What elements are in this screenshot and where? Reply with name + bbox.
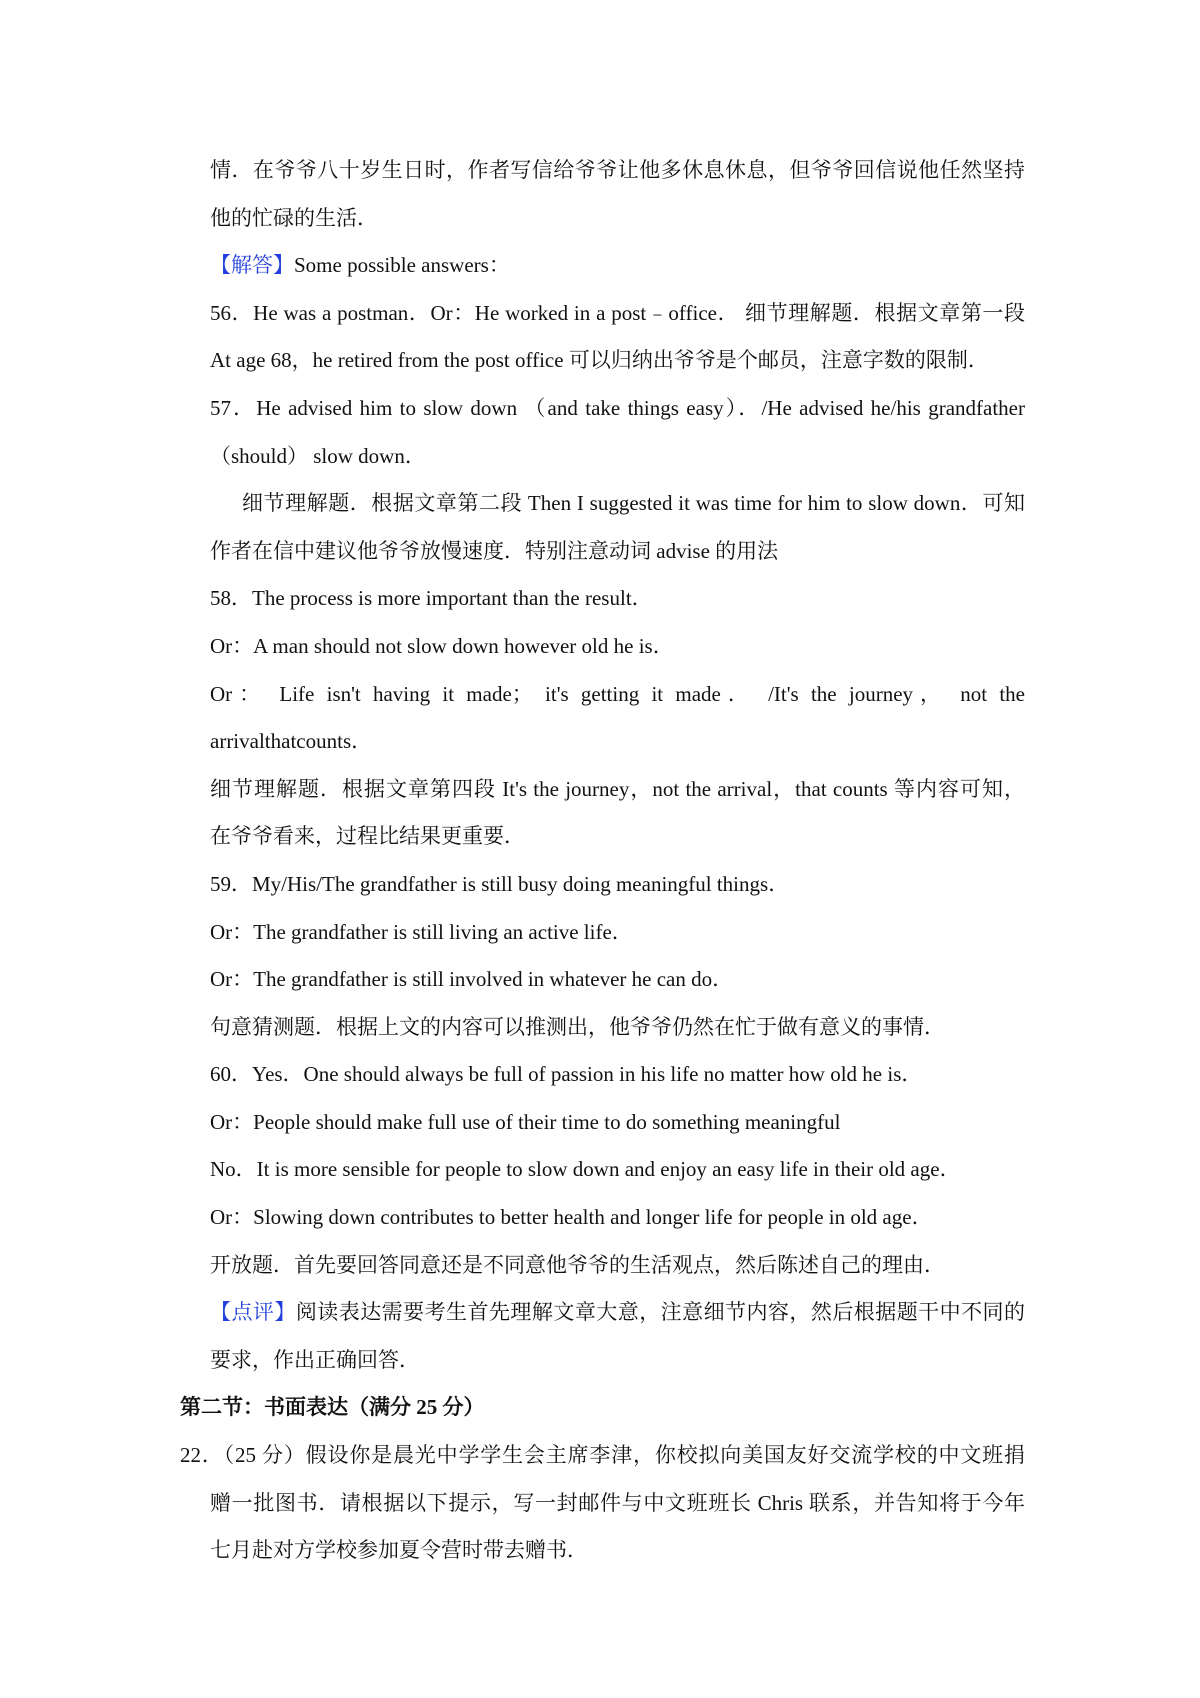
answer-line-text: Or：The grandfather is still involved in whatever he can do． bbox=[210, 967, 734, 992]
question-line-text: 赠一批图书．请根据以下提示，写一封邮件与中文班班长 Chris 联系，并告知将于今年 bbox=[210, 1490, 1025, 1515]
answer-line-text: Or：Slowing down contributes to better health and longer life for people in old age． bbox=[210, 1205, 933, 1230]
answer-line-text: 细节理解题．根据文章第二段 Then I suggested it was time for him to slow down．可知 bbox=[242, 491, 1025, 516]
answer-line bbox=[210, 1242, 1025, 1290]
comment-line-text: 阅读表达需要考生首先理解文章大意，注意细节内容，然后根据题干中不同的 bbox=[295, 1300, 1025, 1325]
answer-line bbox=[210, 813, 1025, 861]
answer-line bbox=[210, 1099, 1025, 1147]
answer-line-text: 细节理解题．根据文章第四段 It's the journey，not the arrival，that counts 等内容可知， bbox=[210, 776, 1025, 801]
answer-line bbox=[210, 956, 1025, 1004]
analysis-line bbox=[210, 147, 1025, 195]
answer-line-text: （should） slow down． bbox=[210, 443, 426, 468]
answer-line bbox=[210, 1146, 1025, 1194]
answer-line-text: 句意猜测题．根据上文的内容可以推测出，他爷爷仍然在忙于做有意义的事情． bbox=[210, 1014, 945, 1039]
answer-line bbox=[242, 480, 1025, 528]
answer-line bbox=[210, 861, 1025, 909]
answer-line-text: 在爷爷看来，过程比结果更重要． bbox=[210, 824, 525, 849]
analysis-line-text: 情．在爷爷八十岁生日时，作者写信给爷爷让他多休息休息，但爷爷回信说他任然坚持 bbox=[210, 158, 1025, 182]
section-title bbox=[180, 1384, 1025, 1432]
comment-line bbox=[210, 1337, 1025, 1385]
answer-line-text: 开放题．首先要回答同意还是不同意他爷爷的生活观点，然后陈述自己的理由． bbox=[210, 1252, 945, 1277]
answer-line-text: 作者在信中建议他爷爷放慢速度．特别注意动词 advise 的用法 bbox=[210, 538, 779, 563]
question-line bbox=[180, 1432, 1025, 1480]
answer-line bbox=[210, 1004, 1025, 1052]
answer-line-text: 57．He advised him to slow down （and take things easy）．/He advised he/his grandfather bbox=[210, 395, 1025, 420]
answer-label: 【解答】 bbox=[210, 253, 294, 278]
answer-line bbox=[210, 337, 1025, 385]
answer-line bbox=[210, 575, 1025, 623]
answer-line-text: 56．He was a postman．Or：He worked in a post﹣office． 细节理解题．根据文章第一段 bbox=[210, 300, 1025, 325]
answer-line-text: 60．Yes．One should always be full of passion in his life no matter how old he is． bbox=[210, 1062, 923, 1087]
answer-line-text: No．It is more sensible for people to slow down and enjoy an easy life in their old age． bbox=[210, 1157, 961, 1182]
answer-line bbox=[210, 623, 1025, 671]
answer-intro: Some possible answers： bbox=[294, 253, 510, 278]
answer-line bbox=[210, 385, 1025, 433]
answer-line-text: Or：People should make full use of their time to do something meaningful bbox=[210, 1109, 841, 1134]
question-line bbox=[210, 1480, 1025, 1528]
answer-heading bbox=[210, 242, 1025, 290]
comment-line-text: 要求，作出正确回答． bbox=[210, 1347, 420, 1372]
answer-line-text: Or：A man should not slow down however old he is． bbox=[210, 633, 674, 658]
answer-line-text: arrivalthatcounts． bbox=[210, 729, 373, 754]
answer-line-text: At age 68，he retired from the post office 可以归纳出爷爷是个邮员，注意字数的限制． bbox=[210, 348, 989, 373]
page-content bbox=[0, 147, 1200, 1575]
answer-line bbox=[210, 1051, 1025, 1099]
section-title-text: 第二节：书面表达（满分 25 分） bbox=[180, 1395, 485, 1420]
analysis-line-text: 他的忙碌的生活． bbox=[210, 205, 378, 230]
answer-line bbox=[210, 528, 1025, 576]
answer-line bbox=[210, 290, 1025, 338]
answer-line bbox=[210, 718, 1025, 766]
answer-line-text: 58．The process is more important than the result． bbox=[210, 586, 653, 611]
comment-label: 【点评】 bbox=[210, 1300, 296, 1325]
answer-line bbox=[210, 671, 1025, 719]
analysis-line bbox=[210, 195, 1025, 243]
comment-line bbox=[210, 1289, 1025, 1337]
answer-line-text: Or：The grandfather is still living an active life． bbox=[210, 919, 633, 944]
answer-line bbox=[210, 909, 1025, 957]
answer-line-text: 59．My/His/The grandfather is still busy doing meaningful things． bbox=[210, 871, 790, 896]
answer-line-text: Or： Life isn't having it made； it's getting it made． /It's the journey， not the bbox=[210, 681, 1025, 706]
answer-line bbox=[210, 433, 1025, 481]
answer-line bbox=[210, 1194, 1025, 1242]
question-line-text: 七月赴对方学校参加夏令营时带去赠书． bbox=[210, 1538, 588, 1563]
question-line-text: 22．（25 分）假设你是晨光中学学生会主席李津，你校拟向美国友好交流学校的中文班捐 bbox=[180, 1443, 1025, 1468]
question-line bbox=[210, 1527, 1025, 1575]
answer-line bbox=[210, 766, 1025, 814]
